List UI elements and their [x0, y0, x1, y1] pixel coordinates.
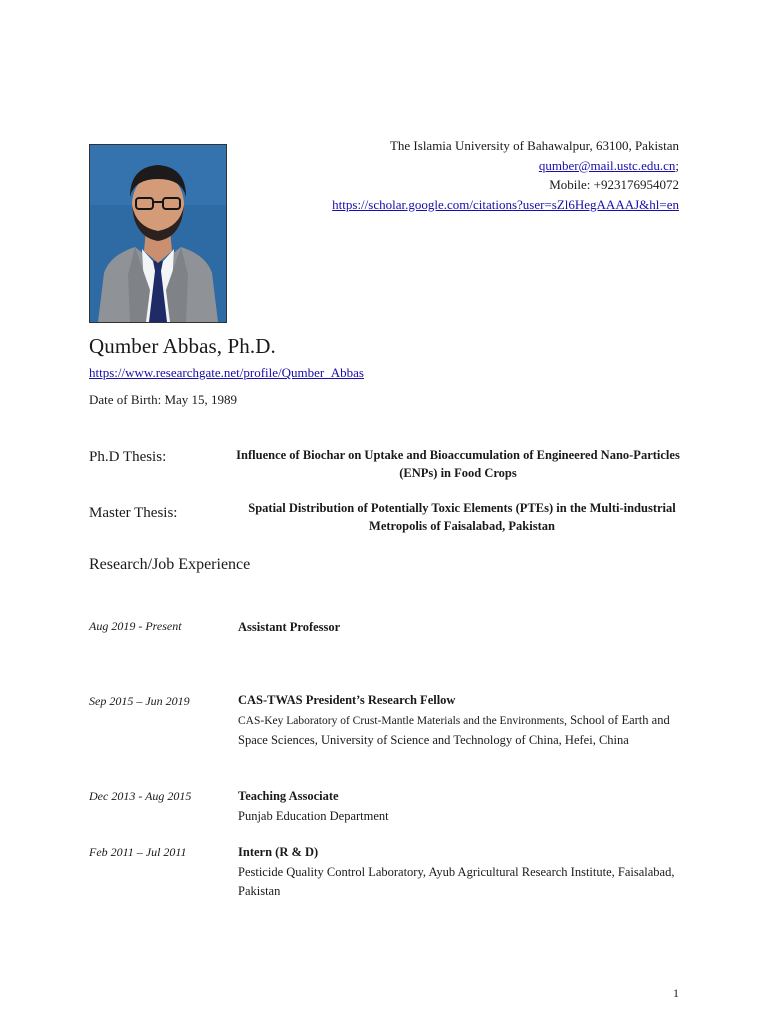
email-line — [332, 156, 679, 176]
contact-block — [332, 136, 679, 214]
job-entry — [238, 618, 678, 638]
job-dates: Aug 2019 - Present — [89, 619, 182, 633]
portrait-illustration — [90, 145, 226, 322]
experience-heading: Research/Job Experience — [89, 556, 251, 573]
researchgate-link[interactable]: https://www.researchgate.net/profile/Qumber_Abbas — [89, 365, 364, 380]
job-title: Intern (R & D) — [238, 845, 319, 859]
job-organization: Pesticide Quality Control Laboratory, Ayub Agricultural Research Institute, Faisalabad, Pakistan — [238, 864, 675, 898]
job-organization: Punjab Education Department — [238, 808, 389, 823]
job-organization-school: School of Earth and Space Sciences, University of Science and Technology of China, Hefei, China — [238, 712, 670, 747]
job-organization — [238, 711, 678, 751]
job-title: Assistant Professor — [238, 620, 341, 634]
affiliation: The Islamia University of Bahawalpur, 63100, Pakistan — [389, 138, 679, 153]
date-of-birth: Date of Birth: May 15, 1989 — [89, 392, 238, 407]
job-entry — [238, 787, 678, 826]
master-thesis-title: Spatial Distribution of Potentially Toxic Elements (PTEs) in the Multi-industrial Metropolis of Faisalabad, Pakistan — [248, 501, 676, 533]
page-number: 1 — [673, 986, 679, 1000]
phd-thesis-title: Influence of Biochar on Uptake and Bioaccumulation of Engineered Nano-Particles (ENPs) in Food Crops — [236, 448, 680, 480]
scholar-link[interactable]: https://scholar.google.com/citations?user=sZl6HegAAAAJ&hl=en — [332, 196, 679, 212]
job-dates: Sep 2015 – Jun 2019 — [89, 694, 190, 708]
job-dates: Dec 2013 - Aug 2015 — [89, 789, 192, 803]
master-thesis-label: Master Thesis: — [89, 505, 178, 521]
email-link[interactable]: qumber@mail.ustc.edu.cn — [538, 157, 676, 173]
job-title: CAS-TWAS President’s Research Fellow — [238, 693, 456, 707]
job-title: Teaching Associate — [238, 789, 339, 803]
job-entry — [238, 691, 678, 751]
mobile: Mobile: +923176954072 — [549, 177, 679, 192]
phd-thesis-label: Ph.D Thesis: — [89, 449, 167, 465]
researchgate-line — [89, 365, 364, 381]
scholar-line — [332, 195, 679, 215]
person-name: Qumber Abbas, Ph.D. — [89, 334, 276, 358]
profile-photo — [89, 144, 227, 323]
job-organization-lab: CAS-Key Laboratory of Crust-Mantle Materials and the Environments, — [238, 714, 567, 727]
email-suffix: ; — [675, 157, 679, 173]
job-entry — [238, 843, 678, 902]
job-dates: Feb 2011 – Jul 2011 — [89, 845, 187, 859]
